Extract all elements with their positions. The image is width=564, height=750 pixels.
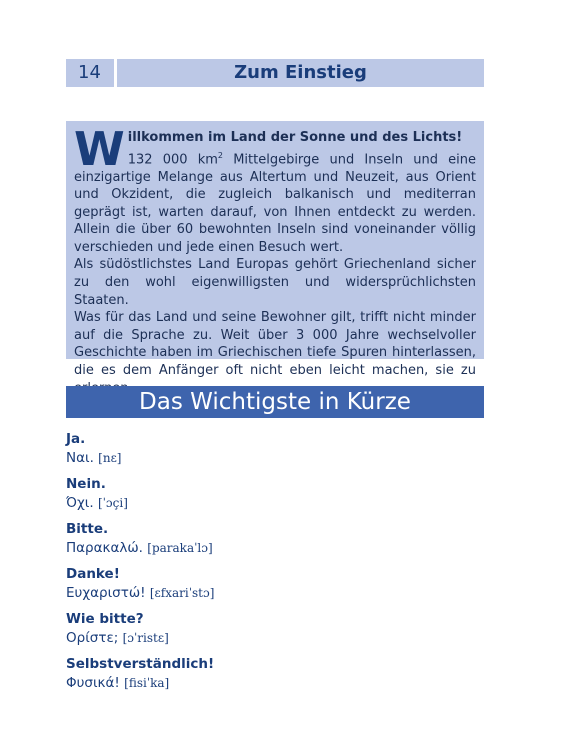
phrase-pronunciation: [ɛfxariˈstɔ] [149,586,215,600]
intro-paragraph-1 [74,122,476,256]
drop-cap: W [74,122,125,176]
phrase-greek-line [66,539,484,558]
phrase-greek: Όχι. [66,495,94,511]
intro-paragraph-2: Als südöstlichstes Land Europas gehört Griechenland sicher zu den wohl eigenwilligsten und widersprüchlichsten Staaten. [74,257,476,308]
phrase-item [66,430,484,468]
phrase-german: Danke! [66,566,120,582]
phrase-german: Bitte. [66,521,109,537]
area-unit-superscript: 2 [217,150,224,160]
page-header [66,59,484,87]
phrase-list [66,430,484,700]
intro-box [66,121,484,379]
phrase-pronunciation: [parakaˈlɔ] [147,541,213,555]
intro-text-1: Mittelgebirge und Inseln und eine einzigartige Melange aus Altertum und Neuzeit, aus Orient und Okzident, die zugleich balkanisch und mediterran geprägt ist, warten darauf, von Ihnen entdeckt zu werden. Allein die über 60 bewohnten Inseln sind voneinander völlig verschieden und jede einen Besuch wert. [74,151,476,255]
phrase-item [66,565,484,603]
phrase-pronunciation: [ˈɔçi] [97,496,128,510]
phrase-pronunciation: [fisiˈka] [124,676,170,690]
phrase-item [66,475,484,513]
phrase-german: Wie bitte? [66,611,144,627]
phrase-item [66,520,484,558]
phrase-greek: Παρακαλώ. [66,540,143,556]
intro-heading: illkommen im Land der Sonne und des Lichts! [127,130,463,145]
phrase-pronunciation: [nɛ] [98,451,122,465]
intro-paragraph-3: Was für das Land und seine Bewohner gilt, trifft nicht minder auf die Sprache zu. Weit über 3 000 Jahre wechselvoller Geschichte haben im Griechischen tiefe Spuren hinterlassen, die es dem Anfänger oft nicht eben leicht machen, sie zu [74,310,476,379]
phrase-pronunciation: [ɔˈristɛ] [122,631,169,645]
phrase-greek: Ορίστε; [66,630,119,646]
page-number: 14 [66,59,114,87]
phrase-greek: Ναι. [66,450,94,466]
phrase-german: Selbstverständlich! [66,656,215,672]
phrase-greek-line [66,494,484,513]
phrase-item [66,610,484,648]
phrase-greek-line [66,629,484,648]
phrase-german: Ja. [66,431,86,447]
chapter-title: Zum Einstieg [117,59,484,87]
phrase-greek-line [66,584,484,603]
phrase-german: Nein. [66,476,106,492]
section-title: Das Wichtigste in Kürze [66,386,484,418]
phrase-greek: Φυσικά! [66,675,120,691]
phrase-greek-line [66,449,484,468]
phrase-item [66,655,484,693]
phrase-greek: Ευχαριστώ! [66,585,146,601]
phrase-greek-line [66,674,484,693]
area-value: 132 000 km [127,151,218,167]
